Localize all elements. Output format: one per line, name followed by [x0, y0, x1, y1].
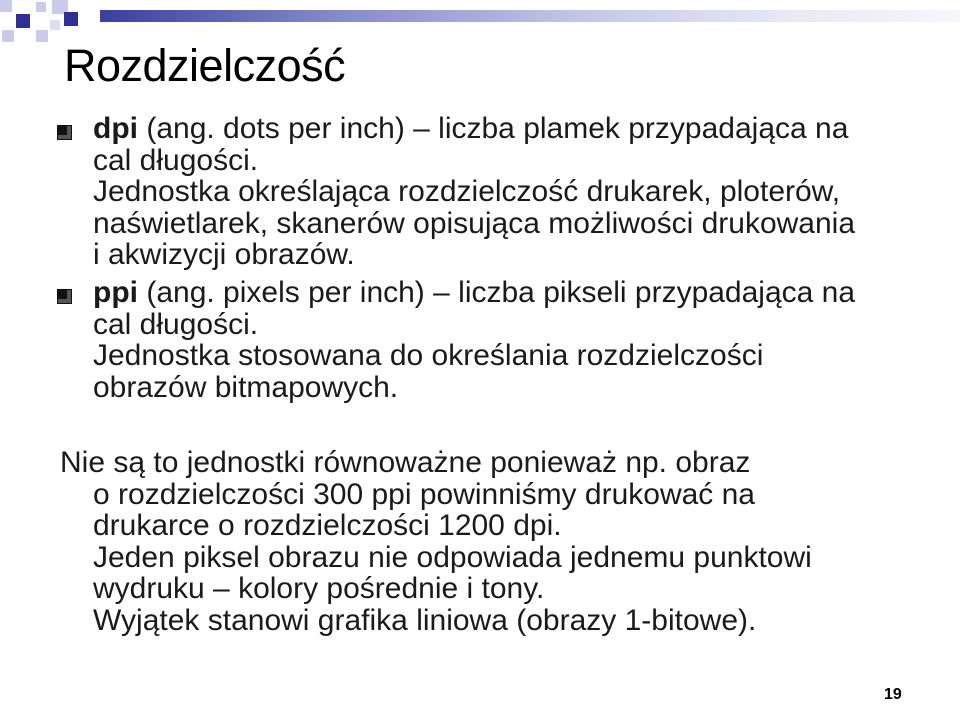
- note-line: Jeden piksel obrazu nie odpowiada jednemu punktowi: [93, 540, 812, 574]
- slide-title: Rozdzielczość: [64, 40, 346, 91]
- note-first-line: Nie są to jednostki równoważne ponieważ np. obraz: [60, 446, 751, 479]
- bullet-line: Jednostka stosowana do określania rozdzielczości: [93, 339, 764, 372]
- bullet-line: cal długości.: [93, 143, 259, 177]
- note-line: drukarce o rozdzielczości 1200 dpi.: [93, 509, 562, 542]
- header-bar: [100, 10, 960, 22]
- decor-square: [0, 0, 12, 12]
- bullet-first-line: dpi (ang. dots per inch) – liczba plamek przypadająca na: [93, 112, 849, 145]
- bullet-dpi: [93, 113, 953, 271]
- bullet-line: i akwizycji obrazów.: [93, 238, 355, 271]
- decor-square: [50, 20, 60, 30]
- page-number: 19: [884, 686, 902, 703]
- note-line: wydruku – kolory pośrednie i tony.: [93, 572, 545, 605]
- decor-square: [16, 14, 30, 28]
- note-paragraph: [60, 447, 920, 636]
- bullet-square-icon: [57, 289, 72, 304]
- decor-square: [36, 2, 46, 12]
- decor-square: [64, 12, 78, 26]
- note-line: o rozdzielczości 300 ppi powinniśmy drukować na: [93, 477, 755, 511]
- bullet-line: naświetlarek, skanerów opisująca możliwości drukowania: [93, 206, 856, 240]
- decor-square: [2, 30, 14, 42]
- decor-square: [36, 30, 48, 42]
- bullet-square-icon: [57, 125, 72, 140]
- bullet-ppi: [93, 277, 953, 403]
- term-dpi: dpi: [93, 112, 138, 145]
- bullet-line: cal długości.: [93, 307, 259, 341]
- term-ppi: ppi: [93, 276, 138, 309]
- bullet-first-line: ppi (ang. pixels per inch) – liczba pikseli przypadająca na: [93, 276, 856, 309]
- note-line: Wyjątek stanowi grafika liniowa (obrazy 1-bitowe).: [93, 603, 757, 637]
- bullet-line: obrazów bitmapowych.: [93, 370, 399, 404]
- bullet-line: Jednostka określająca rozdzielczość drukarek, ploterów,: [93, 175, 841, 208]
